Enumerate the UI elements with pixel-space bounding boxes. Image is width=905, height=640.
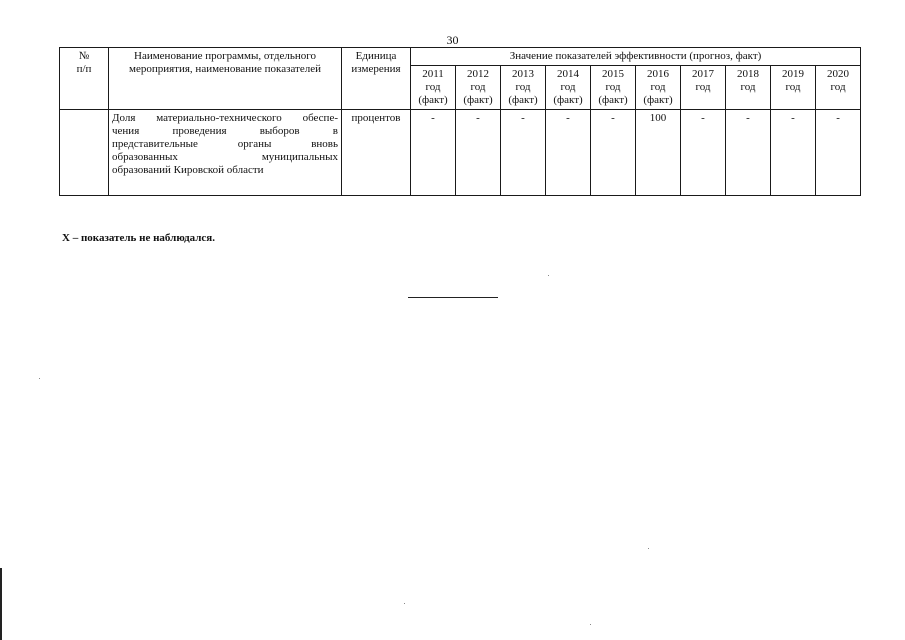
- year-value: 2013: [512, 68, 534, 80]
- year-word: год: [695, 81, 711, 93]
- header-number-line-2: п/п: [76, 63, 92, 75]
- scan-speck: [548, 275, 549, 276]
- scan-speck: [648, 548, 649, 549]
- value-2016: 100: [636, 110, 681, 196]
- value-2014: -: [546, 110, 591, 196]
- value-2011: -: [411, 110, 456, 196]
- header-indicators-group: Значение показателей эффективности (прогноз, факт): [411, 48, 861, 66]
- year-kind: (факт): [598, 94, 628, 106]
- year-word: год: [785, 81, 801, 93]
- value-2018: -: [726, 110, 771, 196]
- year-header-2013: [501, 66, 546, 110]
- year-header-2017: [681, 66, 726, 110]
- value-2015: -: [591, 110, 636, 196]
- header-row-1: [60, 48, 861, 66]
- value-2012: -: [456, 110, 501, 196]
- year-kind: (факт): [553, 94, 583, 106]
- year-header-2020: [816, 66, 861, 110]
- year-word: год: [515, 81, 531, 93]
- indicator-name-line: представительные органы вновь: [112, 138, 338, 150]
- footnote: Х – показатель не наблюдался.: [62, 232, 216, 244]
- header-name-line-1: Наименование программы, отдельного: [134, 50, 316, 62]
- year-kind: (факт): [418, 94, 448, 106]
- header-unit: [342, 48, 411, 110]
- year-kind: (факт): [508, 94, 538, 106]
- year-header-2016: [636, 66, 681, 110]
- year-value: 2018: [737, 68, 759, 80]
- scan-speck: [590, 624, 591, 625]
- indicator-name-line: чения проведения выборов в: [112, 125, 338, 137]
- year-header-2015: [591, 66, 636, 110]
- value-2020: -: [816, 110, 861, 196]
- year-header-2014: [546, 66, 591, 110]
- year-value: 2016: [647, 68, 669, 80]
- year-header-2011: [411, 66, 456, 110]
- row-indicator-name: [109, 110, 342, 196]
- year-word: год: [650, 81, 666, 93]
- indicator-name-line: Доля материально-технического обеспе-: [112, 112, 338, 124]
- year-word: год: [470, 81, 486, 93]
- year-value: 2017: [692, 68, 714, 80]
- year-word: год: [830, 81, 846, 93]
- page-number: 30: [446, 33, 459, 47]
- year-kind: (факт): [643, 94, 673, 106]
- indicator-name-line: образованных муниципальных: [112, 151, 338, 163]
- year-value: 2015: [602, 68, 624, 80]
- table-row: [60, 110, 861, 196]
- year-word: год: [560, 81, 576, 93]
- scan-edge-mark: [0, 568, 2, 640]
- value-2013: -: [501, 110, 546, 196]
- year-value: 2014: [557, 68, 579, 80]
- value-2017: -: [681, 110, 726, 196]
- row-unit: процентов: [342, 110, 411, 196]
- scan-speck: [39, 378, 40, 379]
- header-unit-line-2: измерения: [351, 63, 401, 75]
- header-number-line-1: №: [78, 50, 90, 62]
- value-2019: -: [771, 110, 816, 196]
- header-name-line-2: мероприятия, наименование показателей: [129, 63, 321, 75]
- year-value: 2012: [467, 68, 489, 80]
- header-number: [60, 48, 109, 110]
- indicators-table: [59, 47, 861, 196]
- year-value: 2019: [782, 68, 804, 80]
- year-kind: (факт): [463, 94, 493, 106]
- header-unit-line-1: Единица: [355, 50, 397, 62]
- year-value: 2011: [422, 68, 444, 80]
- year-header-2019: [771, 66, 816, 110]
- year-header-2018: [726, 66, 771, 110]
- header-name: [109, 48, 342, 110]
- indicator-name-line: образований Кировской области: [112, 164, 264, 176]
- year-header-2012: [456, 66, 501, 110]
- year-word: год: [740, 81, 756, 93]
- year-word: год: [605, 81, 621, 93]
- year-value: 2020: [827, 68, 850, 80]
- scan-speck: [404, 603, 405, 604]
- row-number: [60, 110, 109, 196]
- year-word: год: [425, 81, 441, 93]
- separator-line: [408, 297, 498, 298]
